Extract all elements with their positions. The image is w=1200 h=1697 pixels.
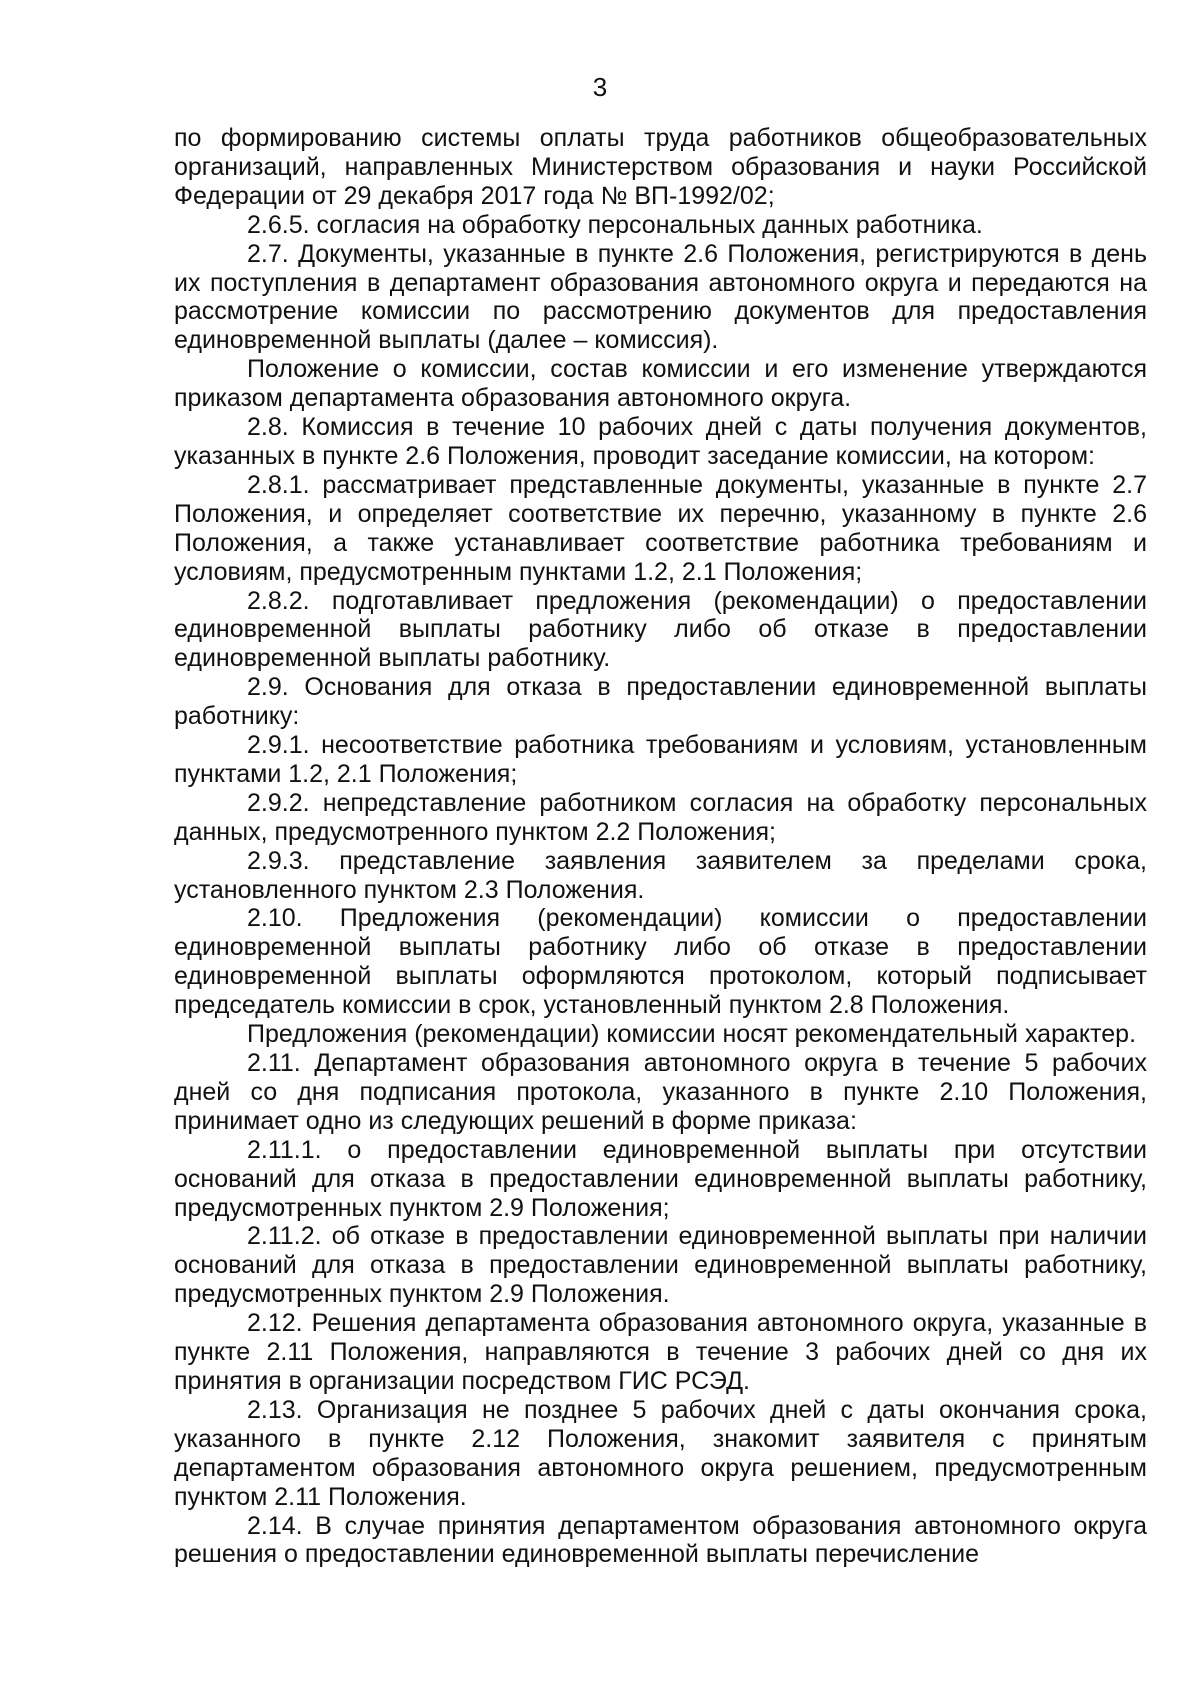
paragraph-2-9-1: 2.9.1. несоответствие работника требованиям и условиям, установленным пунктами 1.2, 2.1 Положения; [174,731,1147,788]
paragraph-2-14: 2.14. В случае принятия департаментом образования автономного округа решения о предоставлении единовременной выплаты перечисление [174,1511,1147,1569]
paragraph-commission-regulation: Положение о комиссии, состав комиссии и его изменение утверждаются приказом департамента образования автономного округа. [174,355,1147,413]
paragraph-2-9-3: 2.9.3. представление заявления заявителем за пределами срока, установленного пунктом 2.3 Положения. [174,846,1147,904]
paragraph-2-8-2: 2.8.2. подготавливает предложения (рекомендации) о предоставлении единовременной выплаты работнику либо об отказе в предоставлении единовременной выплаты работнику. [174,586,1147,673]
paragraph-2-10: 2.10. Предложения (рекомендации) комиссии о предоставлении единовременной выплаты работнику либо об отказе в предоставлении единовременной выплаты оформляются протоколом, который подписывает председатель комиссии в срок, установленный пунктом 2.8 Положения. [174,904,1147,1020]
page-number: 3 [592,72,608,102]
paragraph-2-9: 2.9. Основания для отказа в предоставлении единовременной выплаты работнику: [174,673,1147,731]
paragraph-2-9-2: 2.9.2. непредставление работником согласия на обработку персональных данных, предусмотренного пунктом 2.2 Положения; [174,788,1147,846]
paragraph-continuation: по формированию системы оплаты труда работников общеобразовательных организаций, направленных Министерством образования и науки Российской Федерации от 29 декабря 2017 года № ВП-1992/02; [174,124,1147,210]
document-body [174,124,1147,1569]
paragraph-2-11-2: 2.11.2. об отказе в предоставлении единовременной выплаты при наличии оснований для отказа в предоставлении единовременной выплаты работнику, предусмотренных пунктом 2.9 Положения. [174,1222,1147,1309]
paragraph-2-12: 2.12. Решения департамента образования автономного округа, указанные в пункте 2.11 Положения, направляются в течение 3 рабочих дней со дня их принятия в организации посредством ГИС РСЭД. [174,1309,1147,1395]
paragraph-2-8-1: 2.8.1. рассматривает представленные документы, указанные в пункте 2.7 Положения, и определяет соответствие их перечню, указанному в пункте 2.6 Положения, а также устанавливает соответствие работника требованиям и условиям, предусмотренным пунктами 1.2, 2.1 Положения; [174,470,1147,586]
paragraph-2-13: 2.13. Организация не позднее 5 рабочих дней с даты окончания срока, указанного в пункте 2.12 Положения, знакомит заявителя с принятым департаментом образования автономного округа решением, предусмотренным пунктом 2.11 Положения. [174,1395,1147,1511]
paragraph-2-11-1: 2.11.1. о предоставлении единовременной выплаты при отсутствии оснований для отказа в предоставлении единовременной выплаты работнику, предусмотренных пунктом 2.9 Положения; [174,1135,1147,1222]
paragraph-2-8: 2.8. Комиссия в течение 10 рабочих дней с даты получения документов, указанных в пункте 2.6 Положения, проводит заседание комиссии, на котором: [174,413,1147,470]
paragraph-2-7: 2.7. Документы, указанные в пункте 2.6 Положения, регистрируются в день их поступления в департамент образования автономного округа и передаются на рассмотрение комиссии по рассмотрению документов для предоставления единовременной выплаты (далее – комиссия). [174,239,1147,355]
paragraph-recommendations: Предложения (рекомендации) комиссии носят рекомендательный характер. [247,1020,1137,1049]
paragraph-2-6-5: 2.6.5. согласия на обработку персональных данных работника. [247,210,983,239]
paragraph-2-11: 2.11. Департамент образования автономного округа в течение 5 рабочих дней со дня подписания протокола, указанного в пункте 2.10 Положения, принимает одно из следующих решений в форме приказа: [174,1049,1147,1135]
